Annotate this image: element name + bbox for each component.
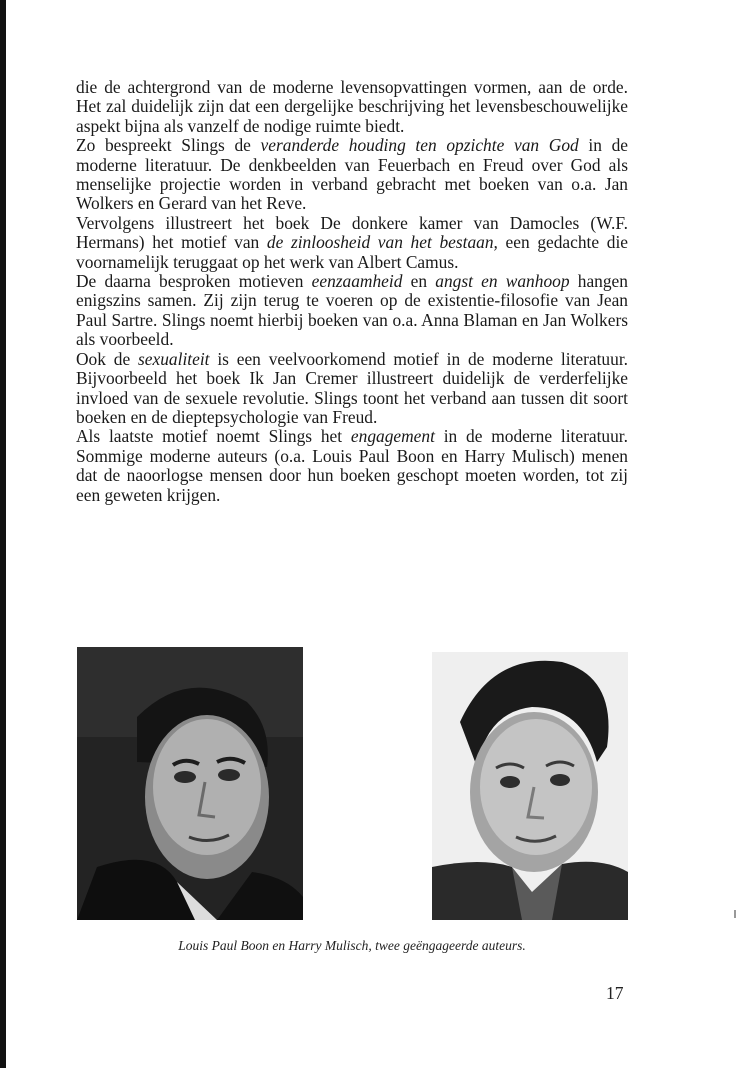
emphasized-phrase: de zinloosheid van het bestaan, bbox=[266, 232, 498, 253]
portrait-illustration bbox=[432, 652, 628, 920]
portrait-photo-harry-mulisch bbox=[432, 652, 628, 920]
scan-speck bbox=[734, 910, 736, 918]
emphasized-phrase: eenzaamheid bbox=[311, 271, 403, 292]
paragraph: De daarna besproken motieven eenzaamheid en angst en wanhoop hangen enigszins samen. Zij zijn terug te voeren op de existentie-filosofie van Jean Paul Sartre. Slings noemt hierbij boeken van o.a. Anna Blaman en Jan Wolkers als voorbeeld. bbox=[76, 271, 628, 350]
emphasized-phrase: angst en wanhoop bbox=[435, 271, 570, 292]
emphasized-phrase: sexualiteit bbox=[138, 348, 210, 369]
body-text bbox=[76, 78, 628, 505]
portrait-illustration bbox=[77, 647, 303, 920]
page-edge-shadow bbox=[0, 0, 6, 1068]
photo-caption: Louis Paul Boon en Harry Mulisch, twee geëngageerde auteurs. bbox=[178, 938, 526, 953]
paragraph: Als laatste motief noemt Slings het engagement in de moderne literatuur. Sommige moderne auteurs (o.a. Louis Paul Boon en Harry Mulisch) menen dat de naoorlogse mensen door hun boeken geschopt moeten worden, tot zij een geweten krijgen. bbox=[76, 426, 628, 505]
portrait-photo-louis-paul-boon bbox=[77, 647, 303, 920]
emphasized-phrase: veranderde houding ten opzichte van God bbox=[260, 135, 579, 156]
paragraph: Ook de sexualiteit is een veelvoorkomend motief in de moderne literatuur. Bijvoorbeeld het boek Ik Jan Cremer illustreert duidelijk de verderfelijke invloed van de sexuele revolutie. Slings toont het verband aan tussen dit soort boeken en de dieptepsychologie van Freud. bbox=[76, 348, 628, 427]
emphasized-phrase: engagement bbox=[350, 426, 435, 447]
paragraph: Zo bespreekt Slings de veranderde houding ten opzichte van God in de moderne literatuur. De denkbeelden van Feuerbach en Freud over God als menselijke projectie worden in verband gebracht met boeken van o.a. Jan Wolkers en Gerard van het Reve. bbox=[76, 135, 629, 214]
paragraph: Vervolgens illustreert het boek De donkere kamer van Damocles (W.F. Hermans) het motief van de zinloosheid van het bestaan, een gedachte die voornamelijk teruggaat op het werk van Albert Camus. bbox=[76, 212, 628, 272]
page-number: 17 bbox=[606, 983, 624, 1003]
paragraph: die de achtergrond van de moderne levensopvattingen vormen, aan de orde. Het zal duidelijk zijn dat een dergelijke beschrijving het levensbeschouwelijke aspekt bijna als vanzelf de nodige ruimte biedt. bbox=[76, 77, 628, 136]
